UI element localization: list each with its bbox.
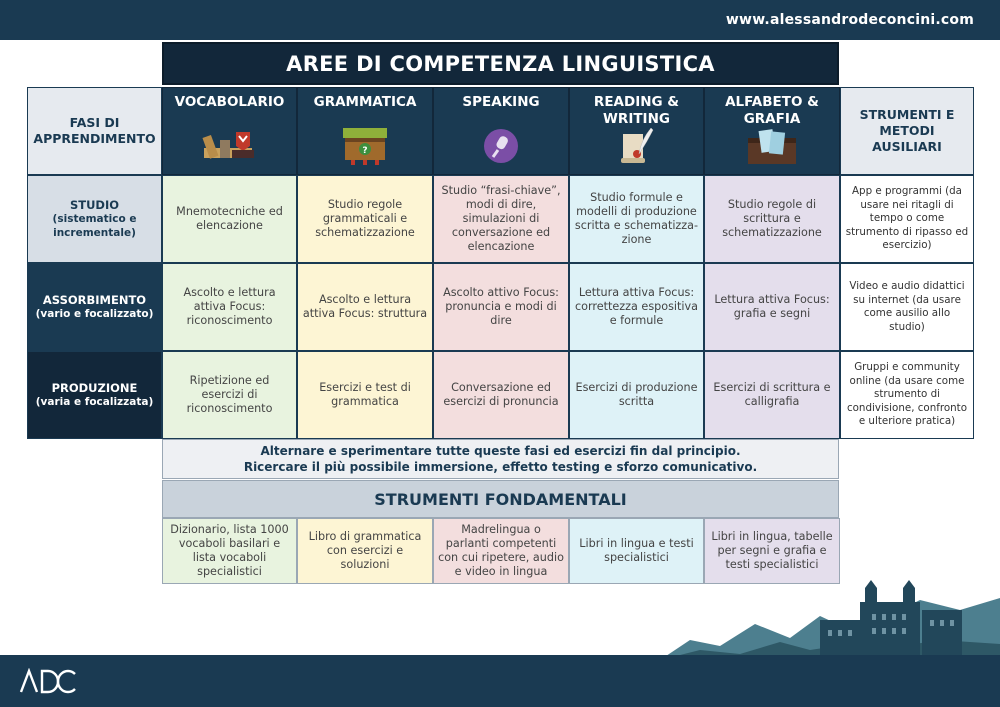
column-header-alfabeto-grafia: ALFABETO & GRAFIA	[704, 87, 840, 175]
tool-vocabolario: Dizionario, lista 1000 vocaboli basilari e lista vocaboli specialistici	[162, 518, 297, 584]
svg-text:?: ?	[362, 146, 368, 156]
microphone-icon	[481, 126, 521, 166]
advice-note: Alternare e sperimentare tutte queste fasi ed esercizi fin dal principio. Ricercare il più possibile immersione, effetto testing e sforzo comunicativo.	[162, 439, 839, 479]
cell-studio-speaking: Studio “frasi-chiave”, modi di dire, simulazioni di conversazione ed elencazione	[433, 175, 569, 263]
cell-produzione-speaking: Conversazione ed esercizi di pronuncia	[433, 351, 569, 439]
suitcase-icon	[744, 126, 800, 166]
bottom-bar	[0, 655, 1000, 707]
cell-assorbimento-vocabolario: Ascolto e lettura attiva Focus: riconoscimento	[162, 263, 297, 351]
cell-studio-grammatica: Studio regole grammaticali e schematizzazione	[297, 175, 433, 263]
tools-title: STRUMENTI FONDAMENTALI	[162, 480, 839, 518]
cell-assorbimento-speaking: Ascolto attivo Focus: pronuncia e modi di dire	[433, 263, 569, 351]
phase-produzione: PRODUZIONE (varia e focalizzata)	[27, 351, 162, 439]
scroll-quill-icon	[615, 126, 659, 166]
column-header-speaking: SPEAKING	[433, 87, 569, 175]
cell-produzione-grammatica: Esercizi e test di grammatica	[297, 351, 433, 439]
cell-studio-alfabeto: Studio regole di scrittura e schematizzazione	[704, 175, 840, 263]
adc-logo[interactable]	[18, 668, 78, 694]
phases-header: FASI DI APPRENDIMENTO	[27, 87, 162, 175]
aux-produzione: Gruppi e community online (da usare come strumento di condivisione, confronto e ulteriore pratica)	[840, 351, 974, 439]
books-icon	[200, 126, 260, 166]
cell-assorbimento-reading-writing: Lettura attiva Focus: correttezza espositiva e formule	[569, 263, 704, 351]
treasure-chest-icon	[337, 124, 393, 166]
column-header-grammatica: GRAMMATICA ?	[297, 87, 433, 175]
castle-landscape-illustration	[660, 580, 1000, 660]
site-url[interactable]: www.alessandrodeconcini.com	[725, 12, 974, 28]
tool-alfabeto: Libri in lingua, tabelle per segni e grafia e testi specialistici	[704, 518, 840, 584]
cell-studio-reading-writing: Studio formule e modelli di produzione scritta e schematizza-zione	[569, 175, 704, 263]
page-title: AREE DI COMPETENZA LINGUISTICA	[162, 42, 839, 85]
aux-studio: App e programmi (da usare nei ritagli di tempo o come strumento di ripasso ed esercizio)	[840, 175, 974, 263]
column-header-reading-writing: READING & WRITING	[569, 87, 704, 175]
tool-grammatica: Libro di grammatica con esercizi e soluzioni	[297, 518, 433, 584]
auxiliary-header: STRUMENTI E METODI AUSILIARI	[840, 87, 974, 175]
tool-reading-writing: Libri in lingua e testi specialistici	[569, 518, 704, 584]
cell-studio-vocabolario: Mnemotecniche ed elencazione	[162, 175, 297, 263]
phase-assorbimento: ASSORBIMENTO (vario e focalizzato)	[27, 263, 162, 351]
tool-speaking: Madrelingua o parlanti competenti con cui ripetere, audio e video in lingua	[433, 518, 569, 584]
cell-assorbimento-alfabeto: Lettura attiva Focus: grafia e segni	[704, 263, 840, 351]
cell-assorbimento-grammatica: Ascolto e lettura attiva Focus: struttura	[297, 263, 433, 351]
cell-produzione-vocabolario: Ripetizione ed esercizi di riconoscimento	[162, 351, 297, 439]
column-header-vocabolario: VOCABOLARIO	[162, 87, 297, 175]
cell-produzione-alfabeto: Esercizi di scrittura e calligrafia	[704, 351, 840, 439]
phase-studio: STUDIO (sistematico e incrementale)	[27, 175, 162, 263]
cell-produzione-reading-writing: Esercizi di produzione scritta	[569, 351, 704, 439]
aux-assorbimento: Video e audio didattici su internet (da usare come ausilio allo studio)	[840, 263, 974, 351]
